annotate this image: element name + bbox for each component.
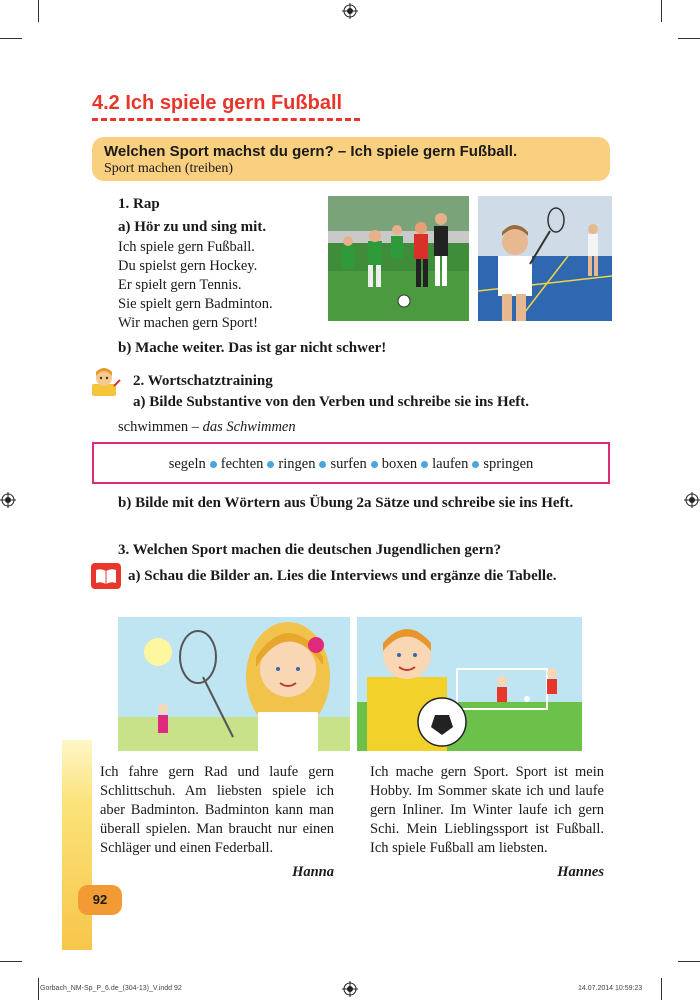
ex2-heading: 2. Wortschatztraining [133, 373, 273, 389]
rap-line: Du spielst gern Hockey. [118, 258, 258, 274]
word-item: springen [483, 456, 534, 472]
margin-band [62, 740, 92, 950]
title-underline [92, 118, 360, 121]
interview-hannes-name: Hannes [557, 864, 604, 880]
interview-hannes: Ich mache gern Sport. Sport ist mein Hobby. Im Sommer skate ich und laufe gern Inliner. Im Winter laufe ich gern Schi. Mein Lieblingssport ist Fußball. Ich spiele Fußball am liebsten. [370, 764, 604, 856]
registration-mark-icon [342, 981, 358, 997]
rap-lines [118, 238, 273, 333]
ex1-heading: 1. Rap [118, 196, 160, 212]
interview-hanna-name: Hanna [292, 864, 334, 880]
page-number: 92 [78, 885, 122, 915]
registration-mark-icon [684, 492, 700, 508]
bullet-dot-icon [319, 461, 326, 468]
hanna-illustration [118, 617, 350, 751]
page-title: 4.2 Ich spiele gern Fußball [92, 92, 343, 114]
topic-box [92, 137, 610, 181]
footer-timestamp: 14.07.2014 10:59:23 [578, 985, 643, 992]
crop-mark [38, 0, 39, 22]
crop-mark [678, 961, 700, 962]
crop-mark [661, 978, 662, 1000]
ex2-example [118, 418, 296, 437]
word-box [92, 442, 610, 484]
crop-mark [661, 0, 662, 22]
word-item: segeln [168, 456, 206, 472]
hannes-illustration [357, 617, 582, 751]
ex1-a-heading: a) Hör zu und sing mit. [118, 219, 267, 235]
ex2-a: a) Bilde Substantive von den Verben und schreibe sie ins Heft. [133, 394, 530, 410]
rap-line: Er spielt gern Tennis. [118, 277, 242, 293]
bullet-dot-icon [210, 461, 217, 468]
word-list [94, 456, 608, 473]
registration-mark-icon [0, 492, 16, 508]
example-noun: das Schwimmen [202, 419, 296, 435]
badminton-photo [478, 196, 612, 321]
example-verb: schwimmen – [118, 419, 203, 435]
bullet-dot-icon [472, 461, 479, 468]
football-photo [328, 196, 469, 321]
topic-subtitle: Sport machen (treiben) [104, 161, 234, 176]
ex2-b: b) Bilde mit den Wörtern aus Übung 2a Sätze und schreibe sie ins Heft. [118, 495, 574, 511]
word-item: boxen [381, 456, 418, 472]
writing-child-icon [90, 366, 122, 398]
registration-mark-icon [342, 3, 358, 19]
bullet-dot-icon [267, 461, 274, 468]
bullet-dot-icon [421, 461, 428, 468]
crop-mark [0, 961, 22, 962]
book-icon [91, 563, 121, 589]
crop-mark [678, 38, 700, 39]
ex3-a: a) Schau die Bilder an. Lies die Interviews und ergänze die Tabelle. [128, 568, 557, 584]
bullet-dot-icon [371, 461, 378, 468]
footer-file: Gorbach_NM-Sp_P_6.de_(304-13)_V.indd 92 [40, 985, 182, 992]
word-item: ringen [278, 456, 316, 472]
crop-mark [0, 38, 22, 39]
rap-line: Sie spielt gern Badminton. [118, 296, 273, 312]
ex1-b: b) Mache weiter. Das ist gar nicht schwer! [118, 340, 387, 356]
ex3-heading: 3. Welchen Sport machen die deutschen Jugendlichen gern? [118, 542, 502, 558]
word-item: surfen [330, 456, 367, 472]
word-item: fechten [220, 456, 264, 472]
topic-question: Welchen Sport machst du gern? – Ich spiele gern Fußball. [104, 143, 518, 160]
rap-line: Wir machen gern Sport! [118, 315, 258, 331]
rap-line: Ich spiele gern Fußball. [118, 239, 255, 255]
interview-hanna: Ich fahre gern Rad und laufe gern Schlittschuh. Am liebsten spiele ich aber Badminton. Badminton kann man überall spielen. Man braucht nur einen Schläger und einen Federball. [100, 764, 334, 856]
word-item: laufen [432, 456, 469, 472]
crop-mark [38, 978, 39, 1000]
